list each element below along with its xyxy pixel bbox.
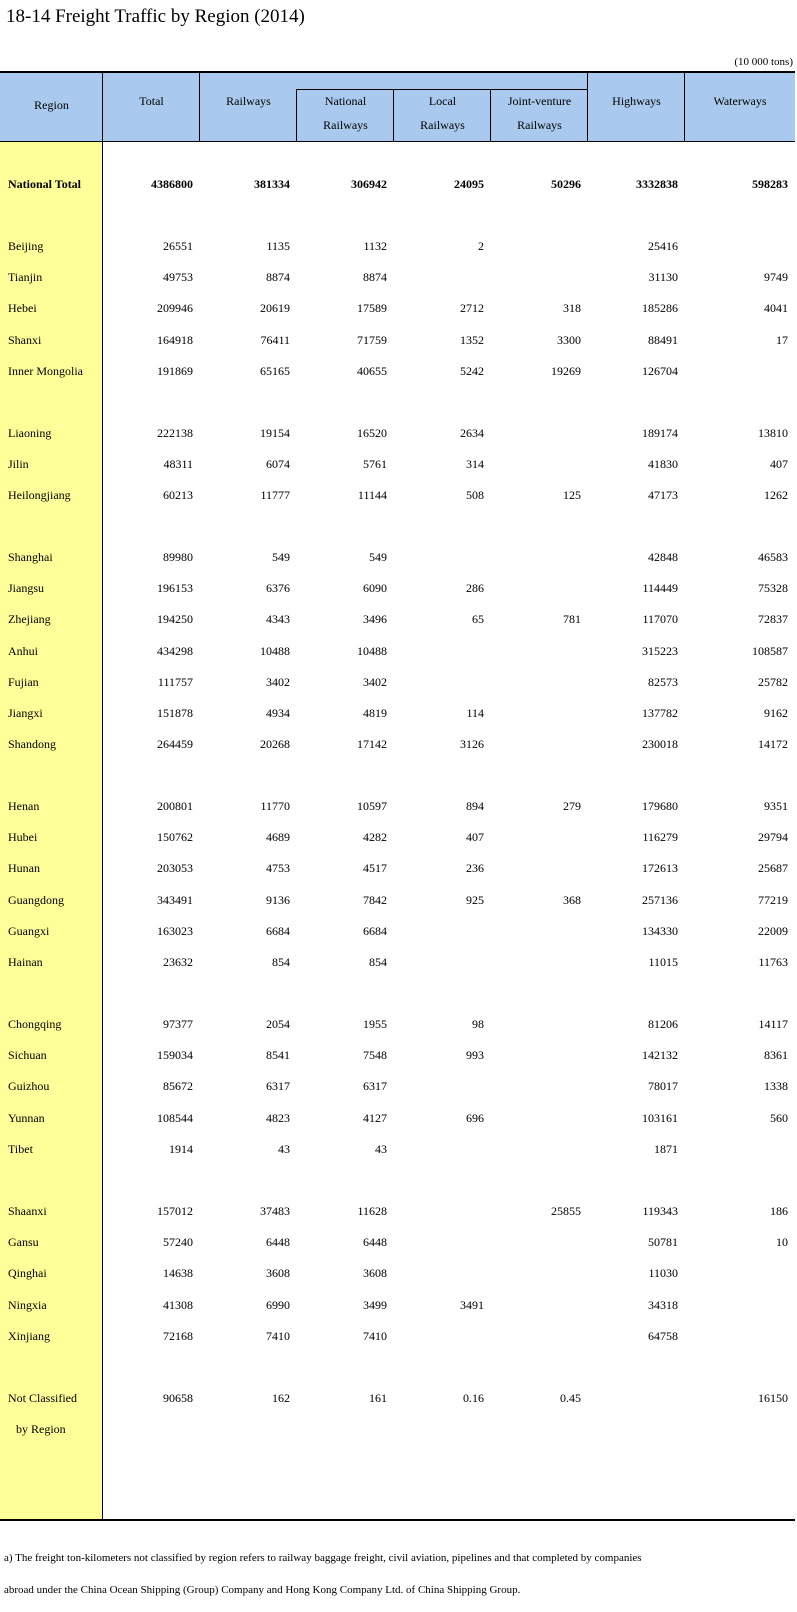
row-region-label: Anhui: [8, 643, 38, 658]
row-region-label: Tianjin: [8, 270, 43, 285]
table-cell: 82573: [648, 674, 678, 689]
table-cell: 134330: [642, 923, 678, 938]
freight-table: [0, 71, 795, 1521]
table-cell: 97377: [163, 1017, 193, 1031]
table-cell: 3126: [460, 737, 484, 752]
table-cell: 186: [770, 1204, 788, 1218]
table-cell: 98: [472, 1017, 484, 1031]
table-cell: [491, 829, 581, 845]
table-cell: 76411: [260, 332, 290, 347]
row-region-label: Hubei: [8, 830, 38, 845]
header-region: Region: [34, 98, 69, 112]
header-national-railways: [297, 89, 394, 137]
table-cell: 854: [272, 955, 290, 969]
table-cell: [491, 425, 581, 441]
table-cell: 9162: [764, 706, 788, 720]
table-cell: 189174: [642, 426, 678, 440]
table-cell: 6317: [266, 1079, 290, 1094]
row-region-label: Chongqing: [8, 1017, 62, 1031]
table-cell: [394, 923, 484, 939]
header-railways-subline: [297, 89, 588, 90]
table-cell: 17142: [357, 737, 387, 752]
table-cell: 4282: [363, 830, 387, 845]
table-cell: 6317: [363, 1079, 387, 1094]
table-cell: 3402: [266, 674, 290, 689]
header-national-railways-line2: Railways: [323, 118, 368, 132]
table-cell: 14117: [758, 1017, 788, 1031]
table-cell: 9749: [764, 270, 788, 285]
table-cell: 49753: [163, 270, 193, 285]
header-joint-venture-railways: [491, 89, 588, 137]
table-cell: 993: [466, 1048, 484, 1063]
row-region-label: Gansu: [8, 1235, 39, 1250]
table-cell: 3496: [363, 612, 387, 627]
table-cell: 50781: [648, 1235, 678, 1250]
table-cell: 407: [770, 457, 788, 472]
table-cell: 78017: [648, 1079, 678, 1094]
row-region-label: Jiangsu: [8, 581, 44, 596]
col-divider: [199, 73, 200, 141]
table-cell: 125: [563, 488, 581, 503]
table-cell: 65: [472, 612, 484, 627]
table-cell: [394, 954, 484, 970]
table-cell: 2634: [460, 426, 484, 440]
table-cell: 407: [466, 830, 484, 845]
table-cell: 4823: [266, 1110, 290, 1125]
table-cell: 8874: [363, 270, 387, 285]
table-cell: 11628: [357, 1204, 387, 1218]
table-cell: [491, 1297, 581, 1313]
table-cell: 4041: [764, 301, 788, 316]
table-cell: [394, 1141, 484, 1157]
table-cell: 854: [369, 955, 387, 969]
row-region-label: Hebei: [8, 301, 37, 316]
table-cell: [394, 674, 484, 690]
row-region-label: Beijing: [8, 239, 44, 253]
row-region-label: Shaanxi: [8, 1204, 47, 1218]
table-cell: 3608: [363, 1266, 387, 1281]
row-region-label: Jilin: [8, 457, 29, 472]
table-cell: 75328: [758, 581, 788, 596]
table-cell: 31130: [648, 270, 678, 285]
table-cell: 10597: [357, 799, 387, 813]
table-cell: 381334: [254, 177, 290, 191]
table-cell: 508: [466, 488, 484, 503]
table-cell: [685, 1141, 788, 1157]
table-cell: [685, 1297, 788, 1313]
table-cell: 257136: [642, 892, 678, 907]
table-cell: [491, 1047, 581, 1063]
table-cell: 0.45: [560, 1391, 581, 1405]
table-cell: 8541: [266, 1048, 290, 1063]
table-cell: 25416: [648, 239, 678, 253]
table-cell: 157012: [157, 1204, 193, 1218]
row-region-label: Hunan: [8, 861, 40, 876]
table-cell: 11015: [648, 955, 678, 969]
table-cell: 20268: [260, 737, 290, 752]
table-cell: 24095: [454, 177, 484, 191]
table-cell: 77219: [758, 892, 788, 907]
table-cell: 6990: [266, 1297, 290, 1312]
table-cell: 6074: [266, 457, 290, 472]
row-region-label: Shandong: [8, 737, 56, 752]
table-cell: 114449: [642, 581, 678, 596]
row-region-label: Yunnan: [8, 1110, 45, 1125]
table-cell: 85672: [163, 1079, 193, 1094]
row-region-label: Shanxi: [8, 332, 42, 347]
row-region-label: Jiangxi: [8, 706, 43, 720]
table-cell: 142132: [642, 1048, 678, 1063]
table-cell: [491, 923, 581, 939]
table-cell: 126704: [642, 363, 678, 378]
table-cell: 6090: [363, 581, 387, 596]
table-cell: 209946: [157, 301, 193, 316]
table-cell: 194250: [157, 612, 193, 627]
table-cell: 47173: [648, 488, 678, 503]
table-cell: 4753: [266, 861, 290, 876]
table-cell: 159034: [157, 1048, 193, 1063]
table-cell: 264459: [157, 737, 193, 752]
table-cell: 43: [278, 1141, 290, 1156]
table-cell: 11030: [648, 1266, 678, 1281]
table-cell: 4386800: [151, 177, 193, 191]
row-region-label: Shanghai: [8, 550, 53, 564]
table-cell: [491, 1265, 581, 1281]
table-cell: [491, 1110, 581, 1126]
table-cell: 164918: [157, 332, 193, 347]
table-cell: 14172: [758, 737, 788, 752]
table-cell: 151878: [157, 706, 193, 720]
table-cell: 57240: [163, 1235, 193, 1250]
table-cell: 117070: [642, 612, 678, 627]
header-national-railways-line1: National: [324, 94, 367, 108]
table-cell: 20619: [260, 301, 290, 316]
table-cell: [588, 1390, 678, 1406]
table-cell: 90658: [163, 1391, 193, 1405]
table-cell: 6684: [363, 923, 387, 938]
table-cell: 60213: [163, 488, 193, 503]
unit-label: (10 000 tons): [734, 56, 793, 68]
table-cell: 3499: [363, 1297, 387, 1312]
table-cell: 549: [272, 550, 290, 564]
table-cell: 1132: [363, 239, 387, 253]
table-cell: 1262: [764, 488, 788, 503]
table-cell: 1871: [654, 1141, 678, 1156]
table-cell: [394, 1328, 484, 1344]
table-cell: 163023: [157, 923, 193, 938]
table-cell: 22009: [758, 923, 788, 938]
row-region-label: Sichuan: [8, 1048, 47, 1063]
table-cell: 8874: [266, 270, 290, 285]
table-cell: 9351: [764, 799, 788, 813]
table-cell: 43: [375, 1141, 387, 1156]
table-cell: 11770: [260, 799, 290, 813]
row-region-label-line2: by Region: [16, 1422, 66, 1436]
table-cell: 10488: [260, 643, 290, 658]
table-cell: [491, 674, 581, 690]
table-cell: 200801: [157, 799, 193, 813]
footnote-line2: abroad under the China Ocean Shipping (Group) Company and Hong Kong Company Ltd. of China Shipping Group.: [4, 1584, 521, 1596]
table-cell: 925: [466, 892, 484, 907]
row-region-label: Inner Mongolia: [8, 363, 83, 378]
header-joint-venture-line1: Joint-venture: [507, 94, 572, 108]
table-cell: 161: [369, 1391, 387, 1405]
header-total: Total: [139, 94, 164, 108]
row-region-label: Liaoning: [8, 426, 52, 440]
table-cell: 1135: [266, 239, 290, 253]
table-cell: 7410: [266, 1328, 290, 1343]
table-cell: 1338: [764, 1079, 788, 1094]
table-cell: 46583: [758, 550, 788, 564]
table-cell: 279: [563, 799, 581, 813]
table-cell: [685, 1265, 788, 1281]
table-cell: 0.16: [463, 1391, 484, 1405]
table-cell: 116279: [642, 830, 678, 845]
table-cell: 6376: [266, 581, 290, 596]
table-cell: 7410: [363, 1328, 387, 1343]
table-cell: 5761: [363, 457, 387, 472]
table-cell: 108544: [157, 1110, 193, 1125]
table-cell: 314: [466, 457, 484, 472]
header-local-railways: [394, 89, 491, 137]
table-cell: 368: [563, 892, 581, 907]
table-cell: 42848: [648, 550, 678, 564]
table-cell: [394, 549, 484, 565]
table-cell: 64758: [648, 1328, 678, 1343]
table-cell: 6448: [363, 1235, 387, 1250]
table-cell: 286: [466, 581, 484, 596]
table-cell: 16520: [357, 426, 387, 440]
table-cell: 4127: [363, 1110, 387, 1125]
table-cell: [491, 736, 581, 752]
table-cell: [394, 1078, 484, 1094]
table-cell: [491, 1016, 581, 1032]
table-cell: 191869: [157, 363, 193, 378]
table-cell: 549: [369, 550, 387, 564]
table-cell: 2: [478, 239, 484, 253]
row-region-label: Guangxi: [8, 923, 50, 938]
table-cell: 72168: [163, 1328, 193, 1343]
table-cell: [394, 643, 484, 659]
table-cell: 25687: [758, 861, 788, 876]
table-cell: [394, 1203, 484, 1219]
table-cell: 6684: [266, 923, 290, 938]
table-cell: [491, 580, 581, 596]
table-cell: [491, 643, 581, 659]
table-cell: 7842: [363, 892, 387, 907]
table-cell: 41308: [163, 1297, 193, 1312]
row-region-label: Not Classified: [8, 1391, 77, 1405]
table-cell: 434298: [157, 643, 193, 658]
col-divider: [490, 89, 491, 141]
table-cell: 1352: [460, 332, 484, 347]
table-cell: 185286: [642, 301, 678, 316]
col-divider: [684, 73, 685, 141]
table-cell: 3491: [460, 1297, 484, 1312]
table-cell: 25855: [551, 1204, 581, 1218]
col-divider: [296, 89, 297, 141]
row-region-label: Guangdong: [8, 892, 64, 907]
table-cell: 137782: [642, 706, 678, 720]
table-cell: 41830: [648, 457, 678, 472]
table-cell: 236: [466, 861, 484, 876]
table-cell: 13810: [758, 426, 788, 440]
table-cell: 196153: [157, 581, 193, 596]
table-cell: 19269: [551, 363, 581, 378]
table-cell: 16150: [758, 1391, 788, 1405]
table-cell: [685, 238, 788, 254]
table-cell: 89980: [163, 550, 193, 564]
col-divider: [393, 89, 394, 141]
table-cell: 1955: [363, 1017, 387, 1031]
header-waterways: Waterways: [713, 94, 767, 108]
table-cell: 3332838: [636, 177, 678, 191]
table-cell: 4517: [363, 861, 387, 876]
table-cell: 25782: [758, 674, 788, 689]
table-cell: 114: [466, 706, 484, 720]
table-cell: 598283: [752, 177, 788, 191]
table-cell: 34318: [648, 1297, 678, 1312]
row-region-label: Guizhou: [8, 1079, 50, 1094]
table-cell: 50296: [551, 177, 581, 191]
table-cell: 230018: [642, 737, 678, 752]
table-cell: 17: [776, 332, 788, 347]
table-cell: [491, 1141, 581, 1157]
table-cell: 2054: [266, 1017, 290, 1031]
row-region-label: Ningxia: [8, 1297, 47, 1312]
table-cell: [685, 1328, 788, 1344]
table-header: [0, 73, 795, 142]
row-region-label: Qinghai: [8, 1266, 47, 1281]
table-cell: 71759: [357, 332, 387, 347]
table-cell: 7548: [363, 1048, 387, 1063]
table-cell: 40655: [357, 363, 387, 378]
table-cell: 72837: [758, 612, 788, 627]
table-cell: 11777: [260, 488, 290, 503]
table-cell: 3608: [266, 1266, 290, 1281]
table-cell: 11763: [758, 955, 788, 969]
table-cell: 88491: [648, 332, 678, 347]
row-region-label: Tibet: [8, 1141, 33, 1156]
table-cell: 162: [272, 1391, 290, 1405]
table-cell: 81206: [648, 1017, 678, 1031]
table-cell: 5242: [460, 363, 484, 378]
table-cell: 318: [563, 301, 581, 316]
table-cell: 560: [770, 1110, 788, 1125]
table-cell: [491, 860, 581, 876]
table-cell: 14638: [163, 1266, 193, 1281]
table-cell: 222138: [157, 426, 193, 440]
table-cell: [394, 1265, 484, 1281]
row-region-label: Hainan: [8, 955, 43, 969]
table-cell: 9136: [266, 892, 290, 907]
table-cell: 4819: [363, 706, 387, 720]
table-cell: 26551: [163, 239, 193, 253]
table-cell: 343491: [157, 892, 193, 907]
table-cell: 37483: [260, 1204, 290, 1218]
row-region-label: Fujian: [8, 674, 39, 689]
table-cell: 150762: [157, 830, 193, 845]
table-cell: 4689: [266, 830, 290, 845]
header-local-railways-line1: Local: [428, 94, 457, 108]
table-cell: 3300: [557, 332, 581, 347]
table-cell: [491, 238, 581, 254]
table-cell: [491, 705, 581, 721]
table-cell: 108587: [752, 643, 788, 658]
table-cell: 781: [563, 612, 581, 627]
table-cell: 29794: [758, 830, 788, 845]
table-cell: 315223: [642, 643, 678, 658]
table-cell: 2712: [460, 301, 484, 316]
table-cell: 10488: [357, 643, 387, 658]
table-cell: [394, 269, 484, 285]
table-cell: 1914: [169, 1141, 193, 1156]
row-region-label: National Total: [8, 177, 82, 191]
row-region-label: Zhejiang: [8, 612, 51, 627]
header-local-railways-line2: Railways: [420, 118, 465, 132]
row-region-label: Xinjiang: [8, 1328, 50, 1343]
table-cell: 306942: [351, 177, 387, 191]
table-cell: 8361: [764, 1048, 788, 1063]
table-cell: [685, 363, 788, 379]
table-cell: 23632: [163, 955, 193, 969]
table-cell: [491, 1234, 581, 1250]
table-cell: 4934: [266, 706, 290, 720]
table-cell: 48311: [163, 457, 193, 472]
page-title: 18-14 Freight Traffic by Region (2014): [6, 6, 305, 27]
table-cell: 103161: [642, 1110, 678, 1125]
col-divider: [587, 73, 588, 141]
table-cell: 4343: [266, 612, 290, 627]
table-cell: 696: [466, 1110, 484, 1125]
header-joint-venture-line2: Railways: [517, 118, 562, 132]
row-region-label: Heilongjiang: [8, 488, 71, 503]
table-cell: 11144: [357, 488, 387, 503]
header-railways: Railways: [226, 94, 271, 108]
table-cell: 179680: [642, 799, 678, 813]
row-region-label: Henan: [8, 799, 40, 813]
table-cell: [491, 456, 581, 472]
table-cell: [491, 269, 581, 285]
table-cell: 19154: [260, 426, 290, 440]
header-highways: Highways: [612, 94, 661, 108]
table-cell: 119343: [642, 1204, 678, 1218]
table-cell: [491, 954, 581, 970]
table-cell: [491, 1328, 581, 1344]
table-cell: 3402: [363, 674, 387, 689]
table-cell: 10: [776, 1235, 788, 1250]
table-cell: 6448: [266, 1235, 290, 1250]
table-cell: 65165: [260, 363, 290, 378]
table-cell: [491, 1078, 581, 1094]
table-cell: 17589: [357, 301, 387, 316]
table-cell: [491, 549, 581, 565]
table-cell: 894: [466, 799, 484, 813]
table-cell: [394, 1234, 484, 1250]
table-cell: 111757: [157, 674, 193, 689]
footnote-line1: a) The freight ton-kilometers not classified by region refers to railway baggage freight, civil aviation, pipelines and that completed by companies: [4, 1552, 642, 1564]
table-cell: 203053: [157, 861, 193, 876]
table-cell: 172613: [642, 861, 678, 876]
